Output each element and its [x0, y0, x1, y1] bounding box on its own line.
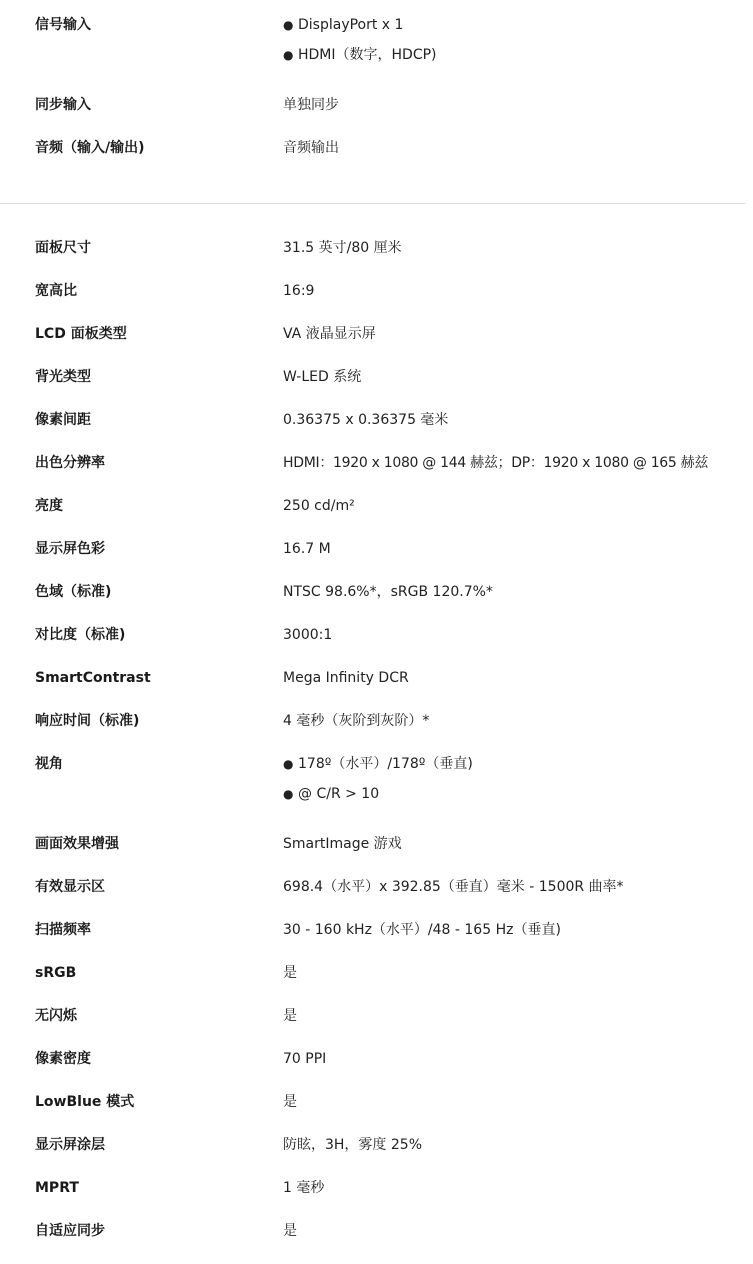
spec-value: 70 PPI	[283, 1051, 327, 1067]
spec-value: 698.4（水平）x 392.85（垂直）毫米 - 1500R 曲率*	[283, 879, 624, 895]
spec-label: LowBlue 模式	[35, 1094, 135, 1110]
list-item-text: HDMI（数字，HDCP)	[298, 47, 437, 63]
list-item	[283, 46, 437, 76]
list-item-text: @ C/R > 10	[298, 786, 380, 802]
spec-label: 像素密度	[35, 1051, 91, 1067]
spec-label: LCD 面板类型	[35, 326, 127, 342]
spec-value: NTSC 98.6%*，sRGB 120.7%*	[283, 584, 493, 600]
spec-label: 显示屏色彩	[35, 541, 105, 557]
spec-value: VA 液晶显示屏	[283, 326, 376, 342]
spec-value: SmartImage 游戏	[283, 836, 402, 852]
spec-value: 16.7 M	[283, 541, 331, 557]
spec-value: 单独同步	[283, 97, 339, 113]
list-item-text: DisplayPort x 1	[298, 17, 404, 33]
spec-value: 0.36375 x 0.36375 毫米	[283, 412, 449, 428]
spec-label: sRGB	[35, 965, 77, 981]
spec-value: 是	[283, 1008, 297, 1024]
spec-value: 是	[283, 1223, 297, 1239]
section-divider	[0, 203, 745, 204]
spec-value: 16:9	[283, 283, 315, 299]
spec-label: SmartContrast	[35, 670, 151, 686]
bullet-icon: ●	[283, 48, 294, 62]
spec-label: 背光类型	[35, 369, 91, 385]
spec-value: 音频输出	[283, 140, 339, 156]
spec-label: 面板尺寸	[35, 240, 91, 256]
list-item-text: 178º（水平）/178º（垂直)	[298, 756, 473, 772]
spec-label: 信号输入	[35, 17, 91, 33]
bullet-icon: ●	[283, 787, 294, 801]
spec-value-list	[283, 16, 437, 76]
spec-label: 视角	[35, 756, 63, 772]
bullet-icon: ●	[283, 757, 294, 771]
spec-value: 30 - 160 kHz（水平）/48 - 165 Hz（垂直)	[283, 922, 561, 938]
spec-value: HDMI：1920 x 1080 @ 144 赫兹；DP：1920 x 1080 @ 165 赫兹	[283, 455, 709, 471]
spec-value-list	[283, 755, 473, 815]
spec-label: 对比度（标准)	[35, 627, 126, 643]
spec-label: 出色分辨率	[35, 455, 105, 471]
spec-label: 显示屏涂层	[35, 1137, 105, 1153]
bullet-icon: ●	[283, 18, 294, 32]
spec-label: 响应时间（标准)	[35, 713, 140, 729]
spec-value: 4 毫秒（灰阶到灰阶）*	[283, 713, 430, 729]
spec-label: 同步输入	[35, 97, 91, 113]
spec-value: 31.5 英寸/80 厘米	[283, 240, 402, 256]
spec-value: 防眩，3H，雾度 25%	[283, 1137, 423, 1153]
list-item	[283, 16, 437, 46]
spec-label: 色域（标准)	[35, 584, 112, 600]
spec-label: 扫描频率	[35, 922, 91, 938]
spec-label: MPRT	[35, 1180, 79, 1196]
spec-label: 无闪烁	[35, 1008, 77, 1024]
spec-label: 有效显示区	[35, 879, 105, 895]
list-item	[283, 755, 473, 785]
spec-value: 1 毫秒	[283, 1180, 325, 1196]
spec-label: 自适应同步	[35, 1223, 105, 1239]
spec-value: 是	[283, 965, 297, 981]
list-item	[283, 785, 473, 815]
spec-label: 画面效果增强	[35, 836, 119, 852]
spec-label: 音频（输入/输出)	[35, 140, 145, 156]
spec-value: 250 cd/m²	[283, 498, 355, 514]
spec-value: W-LED 系统	[283, 369, 362, 385]
spec-value: 是	[283, 1094, 297, 1110]
spec-value: Mega Infinity DCR	[283, 670, 409, 686]
spec-label: 像素间距	[35, 412, 91, 428]
spec-value: 3000:1	[283, 627, 333, 643]
spec-label: 宽高比	[35, 283, 77, 299]
spec-label: 亮度	[35, 498, 63, 514]
